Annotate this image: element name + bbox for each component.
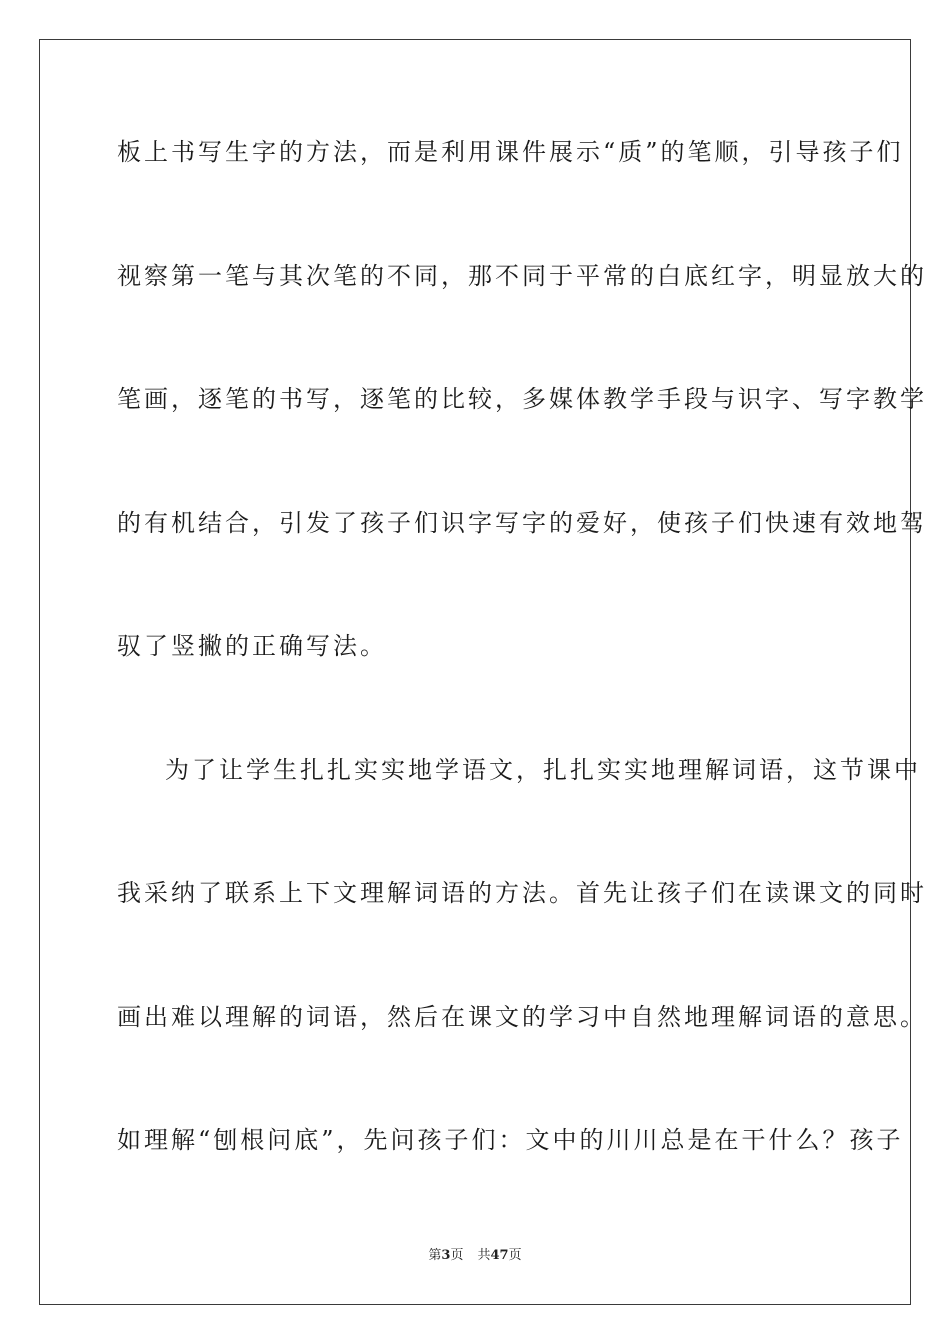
body-text-line: 笔画，逐笔的书写，逐笔的比较，多媒体教学手段与识字、写字教学 [117,385,927,413]
total-prefix: 共 [477,1248,491,1263]
body-text-line: 的有机结合，引发了孩子们识字写字的爱好，使孩子们快速有效地驾 [117,509,927,537]
body-text-line: 视察第一笔与其次笔的不同，那不同于平常的白底红字，明显放大的 [117,262,927,290]
page-suffix: 页 [450,1248,464,1263]
total-pages: 47 [490,1248,509,1263]
page-border [39,39,927,1305]
page-number: 3 [441,1248,451,1263]
body-text-line: 我采纳了联系上下文理解词语的方法。首先让孩子们在读课文的同时 [117,879,927,907]
body-text-line: 画出难以理解的词语，然后在课文的学习中自然地理解词语的意思。 [117,1003,927,1031]
body-text-line: 如理解“刨根问底”，先问孩子们：文中的川川总是在干什么？孩子 [117,1126,904,1154]
page-prefix: 第 [428,1248,442,1263]
paragraph-first-line: 为了让学生扎扎实实地学语文，扎扎实实地理解词语，这节课中 [165,756,921,784]
body-text-line: 驭了竖撇的正确写法。 [117,632,387,660]
body-text-line: 板上书写生字的方法，而是利用课件展示“质”的笔顺，引导孩子们 [117,138,904,166]
page-footer [0,1248,950,1264]
total-suffix: 页 [508,1248,522,1263]
